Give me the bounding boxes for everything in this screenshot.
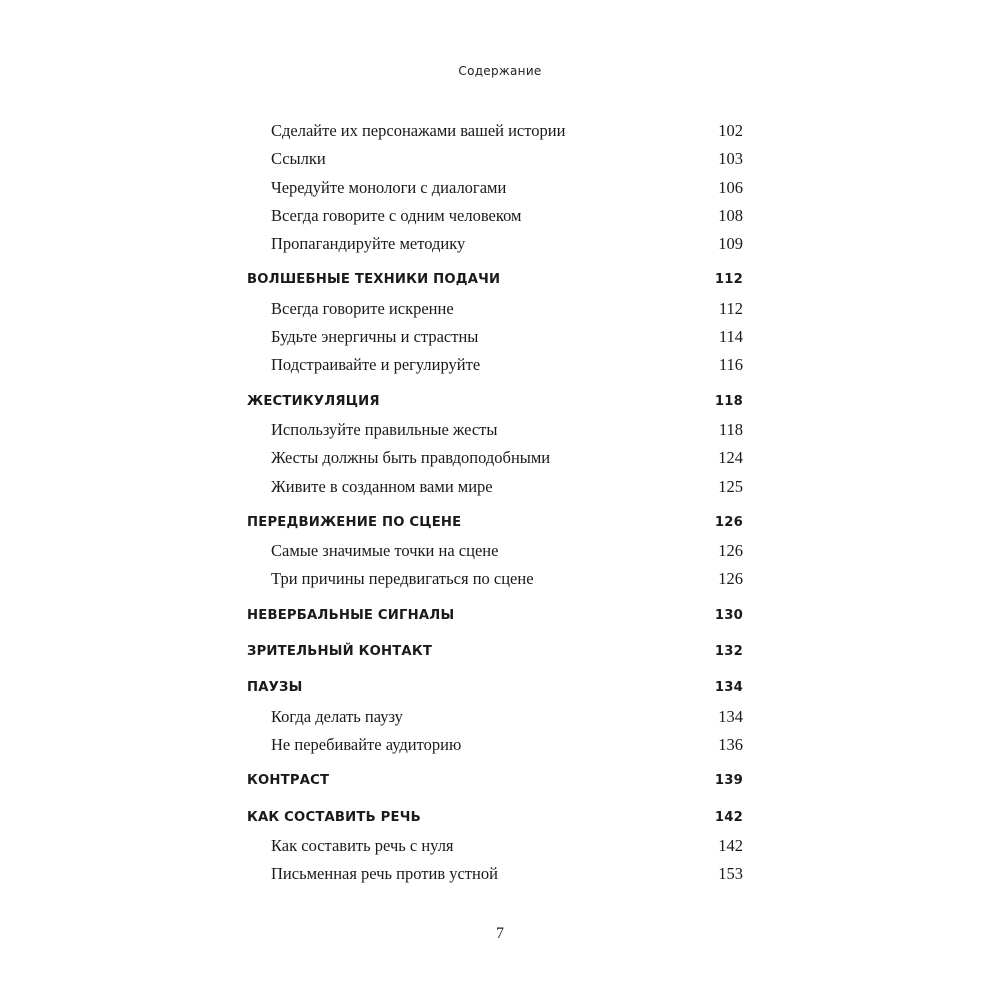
toc-entry-page: 126 — [718, 541, 743, 561]
toc-entry-page: 118 — [718, 419, 743, 439]
page-number: 7 — [496, 925, 504, 942]
toc-chapter-page: 132 — [714, 644, 743, 660]
toc-entry-page: 124 — [718, 448, 743, 468]
toc-entry-title: Самые значимые точки на сцене — [271, 541, 499, 561]
table-of-contents — [247, 117, 743, 888]
toc-entry-page: 112 — [718, 298, 743, 318]
toc-entry[interactable] — [271, 444, 743, 472]
toc-chapter-page: 139 — [714, 773, 743, 789]
toc-entry-title: Не перебивайте аудиторию — [271, 734, 462, 754]
toc-entry-page: 116 — [718, 355, 743, 375]
toc-chapter-title: НЕВЕРБАЛЬНЫЕ СИГНАЛЫ — [247, 607, 455, 623]
toc-entry-title: Три причины передвигаться по сцене — [271, 569, 534, 589]
toc-entry-page: 109 — [718, 234, 743, 254]
toc-entry-page: 125 — [718, 476, 743, 496]
toc-entry[interactable] — [271, 832, 743, 860]
toc-entry[interactable] — [271, 202, 743, 230]
toc-entry-title: Всегда говорите искренне — [271, 298, 454, 318]
toc-entry-page: 142 — [718, 835, 743, 855]
toc-entry-title: Используйте правильные жесты — [271, 419, 498, 439]
toc-entry-page: 114 — [718, 327, 743, 347]
toc-chapter-title: КАК СОСТАВИТЬ РЕЧЬ — [247, 809, 421, 825]
toc-entry-page: 108 — [718, 205, 743, 225]
toc-entry-title: Подстраивайте и регулируйте — [271, 355, 481, 375]
toc-entry-page: 103 — [718, 149, 743, 169]
toc-chapter-page: 142 — [714, 809, 743, 825]
toc-chapter-page: 112 — [714, 272, 743, 288]
toc-entry[interactable] — [271, 565, 743, 593]
toc-entry-title: Пропагандируйте методику — [271, 234, 466, 254]
toc-entry-title: Как составить речь с нуля — [271, 835, 454, 855]
toc-chapter[interactable] — [247, 638, 743, 666]
running-head: Содержание — [458, 64, 542, 78]
toc-entry[interactable] — [271, 117, 743, 145]
toc-entry[interactable] — [271, 230, 743, 258]
toc-entry[interactable] — [271, 174, 743, 202]
toc-chapter-title: КОНТРАСТ — [247, 773, 330, 789]
toc-entry[interactable] — [271, 731, 743, 759]
toc-chapter-page: 134 — [714, 680, 743, 696]
toc-chapter[interactable] — [247, 767, 743, 795]
toc-chapter-title: ПАУЗЫ — [247, 680, 303, 696]
toc-entry-page: 134 — [718, 706, 743, 726]
toc-entry-title: Ссылки — [271, 149, 326, 169]
toc-entry-title: Живите в созданном вами мире — [271, 476, 493, 496]
toc-entry-title: Письменная речь против устной — [271, 864, 498, 884]
toc-entry-title: Жесты должны быть правдоподобными — [271, 448, 551, 468]
toc-chapter-title: ЗРИТЕЛЬНЫЙ КОНТАКТ — [247, 644, 433, 660]
toc-entry[interactable] — [271, 537, 743, 565]
toc-entry[interactable] — [271, 351, 743, 379]
toc-entry[interactable] — [271, 145, 743, 173]
toc-chapter[interactable] — [247, 509, 743, 537]
toc-chapter-title: ЖЕСТИКУЛЯЦИЯ — [247, 393, 380, 409]
toc-entry-title: Всегда говорите с одним человеком — [271, 205, 522, 225]
toc-entry-title: Чередуйте монологи с диалогами — [271, 177, 507, 197]
toc-entry[interactable] — [271, 860, 743, 888]
toc-chapter[interactable] — [247, 388, 743, 416]
toc-entry[interactable] — [271, 703, 743, 731]
toc-entry-title: Сделайте их персонажами вашей истории — [271, 121, 566, 140]
toc-chapter-title: ВОЛШЕБНЫЕ ТЕХНИКИ ПОДАЧИ — [247, 272, 501, 288]
toc-entry-title: Будьте энергичны и страстны — [271, 327, 479, 347]
toc-chapter[interactable] — [247, 804, 743, 832]
toc-chapter[interactable] — [247, 266, 743, 294]
toc-entry[interactable] — [271, 473, 743, 501]
toc-entry-page: 126 — [718, 569, 743, 589]
toc-chapter[interactable] — [247, 674, 743, 702]
toc-entry[interactable] — [271, 295, 743, 323]
toc-chapter-page: 130 — [714, 607, 743, 623]
toc-entry-title: Когда делать паузу — [271, 706, 403, 726]
toc-chapter-page: 126 — [714, 514, 743, 530]
toc-entry[interactable] — [271, 323, 743, 351]
toc-chapter-page: 118 — [714, 393, 743, 409]
toc-chapter[interactable] — [247, 602, 743, 630]
toc-entry-page: 136 — [718, 734, 743, 754]
toc-entry[interactable] — [271, 416, 743, 444]
toc-entry-page: 102 — [718, 121, 743, 140]
toc-entry-page: 153 — [718, 864, 743, 884]
toc-chapter-title: ПЕРЕДВИЖЕНИЕ ПО СЦЕНЕ — [247, 514, 462, 530]
toc-entry-page: 106 — [718, 177, 743, 197]
